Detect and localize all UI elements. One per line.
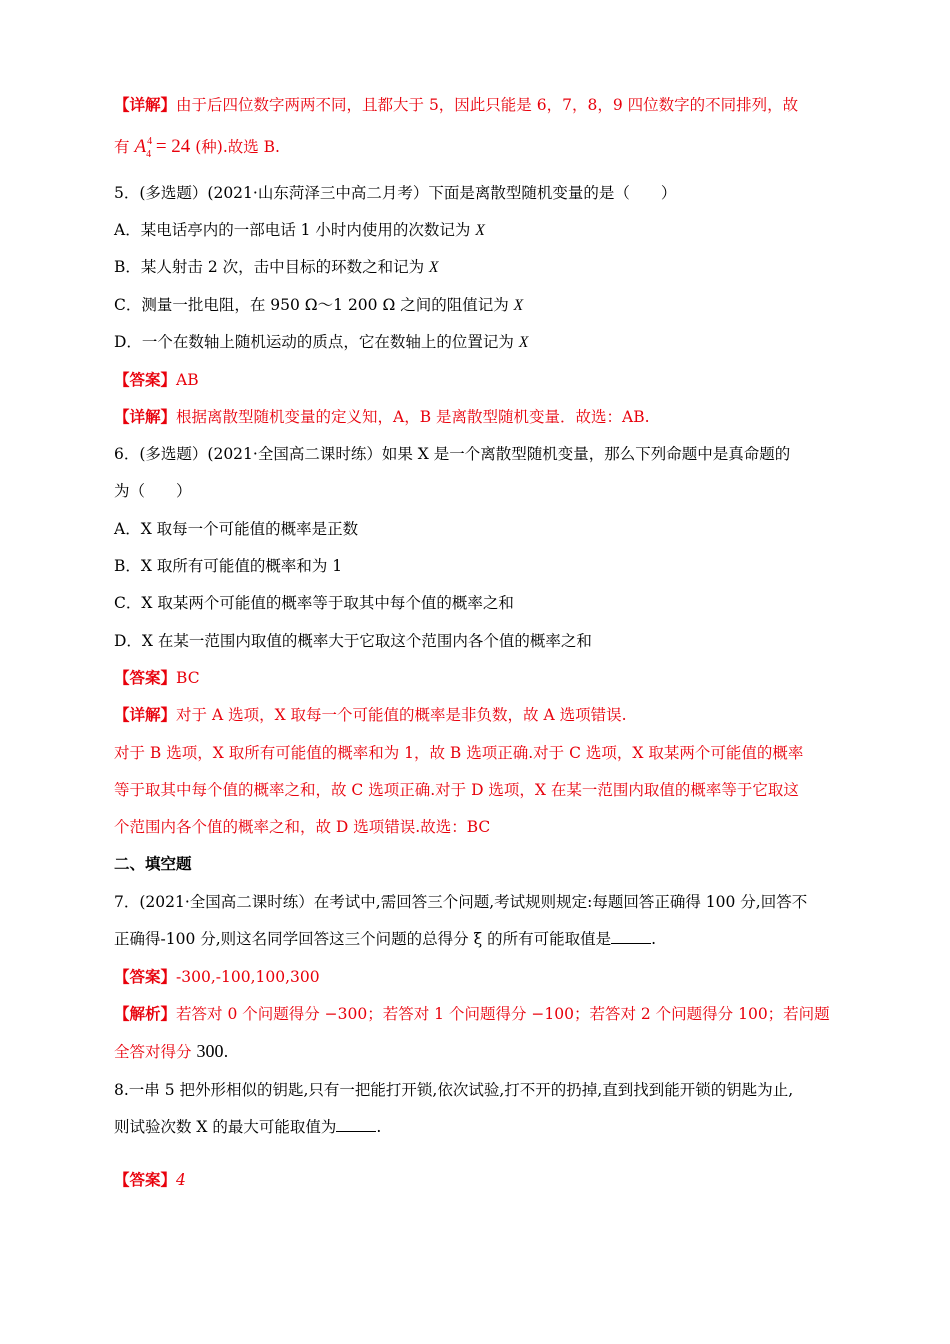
question-5-option-d: D．一个在数轴上随机运动的质点，它在数轴上的位置记为 X	[114, 333, 529, 351]
section-heading: 二、填空题	[114, 855, 192, 873]
question-7-analysis-line-1: 【解析】若答对 0 个问题得分 −300；若答对 1 个问题得分 −100；若答对 2 个问题得分 100；若问题	[114, 1004, 830, 1023]
question-6-stem-line-2: 为（ ）	[114, 482, 192, 500]
question-6-stem-line-1: 6．(多选题）(2021·全国高二课时练）如果 X 是一个离散型随机变量，那么下列命题中是真命题的	[114, 445, 791, 463]
question-6-option-b: B．X 取所有可能值的概率和为 1	[114, 557, 343, 575]
question-6-answer: 【答案】BC	[114, 668, 200, 687]
question-6-option-c: C．X 取某两个可能值的概率等于取其中每个值的概率之和	[114, 594, 514, 612]
question-6-detail-line-1: 【详解】对于 A 选项，X 取每一个可能值的概率是非负数，故 A 选项错误.	[114, 705, 627, 724]
question-7-stem-line-2: 正确得-100 分,则这名同学回答这三个问题的总得分 ξ 的所有可能取值是 .	[114, 930, 657, 948]
question-6-option-d: D．X 在某一范围内取值的概率大于它取这个范围内各个值的概率之和	[114, 632, 592, 650]
question-5-detail: 【详解】根据离散型随机变量的定义知，A，B 是离散型随机变量．故选：AB.	[114, 407, 650, 426]
question-5-option-c: C．测量一批电阻，在 950 Ω～1 200 Ω 之间的阻值记为 X	[114, 296, 524, 314]
question-8-stem-line-2: 则试验次数 X 的最大可能取值为 .	[114, 1118, 382, 1136]
question-8-answer: 【答案】4	[114, 1170, 186, 1189]
question-7-answer: 【答案】-300,-100,100,300	[114, 967, 320, 986]
question-6-detail-line-3: 等于取其中每个值的概率之和，故 C 选项正确.对于 D 选项，X 在某一范围内取值的概率等于它取这	[114, 781, 799, 799]
question-5-stem: 5．(多选题）(2021·山东菏泽三中高二月考）下面是离散型随机变量的是（ ）	[114, 184, 677, 202]
answer-blank	[336, 1117, 376, 1132]
question-6-option-a: A．X 取每一个可能值的概率是正数	[114, 520, 359, 538]
question-7-stem-line-1: 7．(2021·全国高二课时练）在考试中,需回答三个问题,考试规则规定:每题回答正确得 100 分,回答不	[114, 893, 808, 911]
permutation-formula: $A^4_4 = 24$	[134, 136, 191, 160]
question-5-option-a: A．某电话亭内的一部电话 1 小时内使用的次数记为 X	[114, 221, 485, 239]
question-6-detail-line-2: 对于 B 选项，X 取所有可能值的概率和为 1，故 B 选项正确.对于 C 选项，X 取某两个可能值的概率	[114, 744, 804, 762]
question-7-analysis-line-2: 全答对得分 300.	[114, 1041, 229, 1061]
question-6-detail-line-4: 个范围内各个值的概率之和，故 D 选项错误.故选：BC	[114, 818, 491, 836]
question-5-option-b: B．某人射击 2 次，击中目标的环数之和记为 X	[114, 258, 439, 276]
answer-blank	[611, 929, 651, 944]
detail-line-1: 【详解】由于后四位数字两两不同，且都大于 5，因此只能是 6，7，8，9 四位数字的不同排列，故	[114, 95, 799, 114]
question-5-answer: 【答案】AB	[114, 370, 199, 389]
question-8-stem-line-1: 8.一串 5 把外形相似的钥匙,只有一把能打开锁,依次试验,打不开的扔掉,直到找到能开锁的钥匙为止,	[114, 1081, 794, 1099]
detail-line-2: 有 $A^4_4 = 24$ (种).故选 B.	[114, 136, 280, 160]
